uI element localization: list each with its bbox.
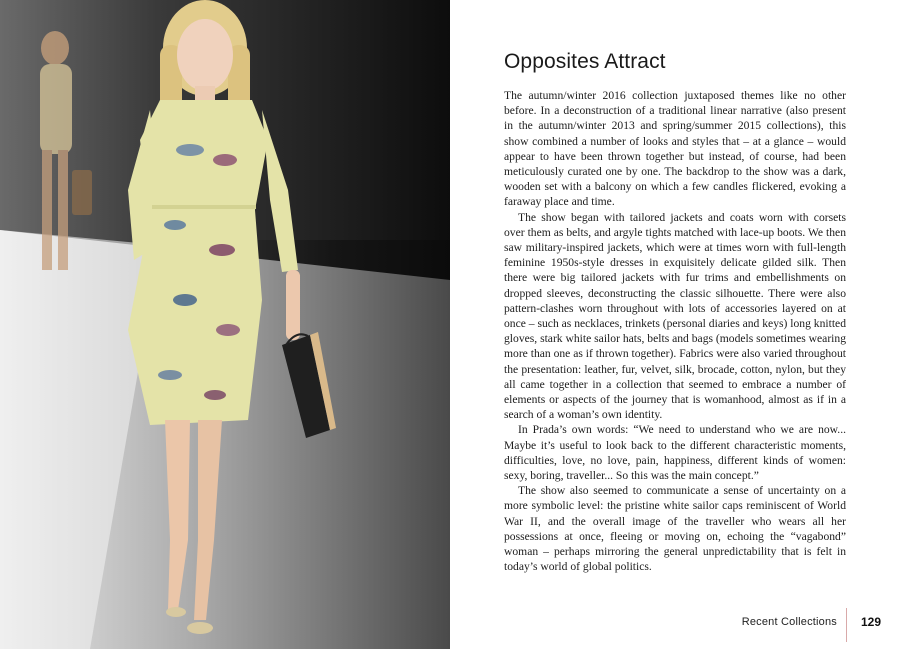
footer-divider — [846, 608, 847, 642]
article-paragraph: The show began with tailored jackets and coats worn with corsets over them as belts, and argyle tights matched with lace-up boots. We then saw military-inspired jackets, which were at times worn with full-length feminine 1950s-style dresses in exquisitely delicate gilded silk. Then there were big tailored jackets with fur trims and embellishments on dropped sleeves, deconstructing the classic silhouette. There were also pattern-clashes worn throughout with lots of accessories layered on at once – such as necklaces, trinkets (personal diaries and keys) long knitted gloves, stark white sailor hats, belts and bags (models sometimes wearing more than one as if thrown together). Fabrics were also varied throughout the presentation: leather, fur, velvet, silk, brocade, cotton, nylon, but they all came together in a collection that seemed to embrace a number of elements or aspects of the journey that is womanhood, almost as if in a search of a woman’s own identity. — [504, 210, 846, 422]
running-footer-section: Recent Collections — [741, 616, 837, 628]
article-paragraph: The show also seemed to communicate a sense of uncertainty on a more symbolic level: the pristine white sailor caps reminiscent of World War II, and the overall image of the traveller who wears all her possessions at once, fleeing or moving on, echoing the “vagabond” woman – perhaps mirroring the general unpredictability that is felt in today’s world of global politics. — [504, 484, 846, 574]
article-paragraph: In Prada’s own words: “We need to understand who we are now... Maybe it’s useful to look back to the different characteristic moments, difficulties, love, no love, pain, happiness, different kinds of women: sexy, boring, traveller... So this was the main concept.” — [504, 423, 846, 483]
article-title: Opposites Attract — [504, 50, 666, 73]
page-number: 129 — [861, 615, 882, 629]
article-body — [504, 88, 846, 575]
text-page — [450, 0, 900, 649]
article-paragraph: The autumn/winter 2016 collection juxtaposed themes like no other before. In a deconstruction of a traditional linear narrative (also present in the autumn/winter 2013 and spring/summer 2015 collections), this show combined a number of looks and styles that – at a glance – would appear to have been thrown together but instead, of course, had been meticulously curated one by one. The backdrop to the show was a dark, wooden set with a balcony on which a few candles flickered, evoking a faraway place and time. — [504, 89, 846, 209]
